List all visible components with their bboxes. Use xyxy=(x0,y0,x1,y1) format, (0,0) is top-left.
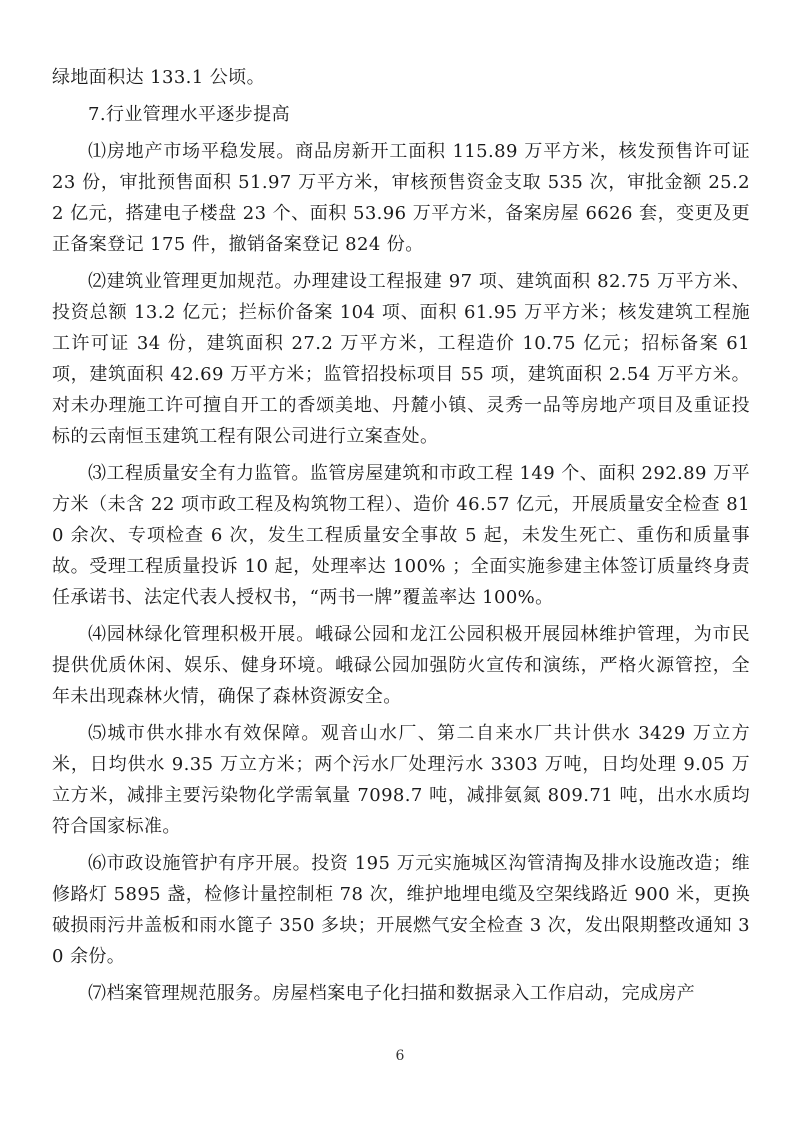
paragraph-archives: ⑺档案管理规范服务。房屋档案电子化扫描和数据录入工作启动，完成房产 xyxy=(88,983,696,1004)
paragraph-construction: ⑵建筑业管理更加规范。办理建设工程报建 97 项、建筑面积 82.75 万平方米、投资总额 13.2 亿元；拦标价备案 104 项、面积 61.95 万平方米；核发建筑工程施工许可证 34 份，建筑面积 27.2 万平方米，工程造价 10.75 亿元；招标备案 61 项，建筑面积 42.69 万平方米；监管招投标项目 55 项，建筑面积 2.54 万平方米。对未办理施工许可擅自开工的香颂美地、丹麓小镇、灵秀一品等房地产项目及重证投标的云南恒玉建筑工程有限公司进行立案查处。 xyxy=(52,271,750,447)
paragraph-municipal-facilities: ⑹市政设施管护有序开展。投资 195 万元实施城区沟管清掏及排水设施改造；维修路灯 5895 盏，检修计量控制柜 78 次，维护地埋电缆及空架线路近 900 米，更换破损雨污井盖板和雨水篦子 350 多块；开展燃气安全检查 3 次，发出限期整改通知 30 余份。 xyxy=(52,853,750,967)
paragraph-real-estate: ⑴房地产市场平稳发展。商品房新开工面积 115.89 万平方米，核发预售许可证 23 份，审批预售面积 51.97 万平方米，审核预售资金支取 535 次，审批金额 25.22 亿元，搭建电子楼盘 23 个、面积 53.96 万平方米，备案房屋 6626 套，变更及更正备案登记 175 件，撤销备案登记 824 份。 xyxy=(52,141,750,255)
section-heading: 7.行业管理水平逐步提高 xyxy=(88,104,290,125)
paragraph-landscaping: ⑷园林绿化管理积极开展。峨碌公园和龙江公园积极开展园林维护管理，为市民提供优质休闲、娱乐、健身环境。峨碌公园加强防火宣传和演练，严格火源管控，全年未出现森林火情，确保了森林资源安全。 xyxy=(52,624,750,707)
paragraph-quality-safety: ⑶工程质量安全有力监管。监管房屋建筑和市政工程 149 个、面积 292.89 万平方米（未含 22 项市政工程及构筑物工程）、造价 46.57 亿元，开展质量安全检查 810 余次、专项检查 6 次，发生工程质量安全事故 5 起，未发生死亡、重伤和质量事故。受理工程质量投诉 10 起，处理率达 100% ；全面实施参建主体签订质量终身责任承诺书、法定代表人授权书，“两书一牌”覆盖率达 100%。 xyxy=(52,463,750,608)
page-number: 6 xyxy=(395,1048,405,1064)
paragraph-water-supply: ⑸城市供水排水有效保障。观音山水厂、第二自来水厂共计供水 3429 万立方米，日均供水 9.35 万立方米；两个污水厂处理污水 3303 万吨，日均处理 9.05 万立方米，减排主要污染物化学需氧量 7098.7 吨，减排氨氮 809.71 吨，出水水质均符合国家标准。 xyxy=(52,723,750,837)
document-body xyxy=(52,62,750,1015)
paragraph-continuation: 绿地面积达 133.1 公顷。 xyxy=(52,67,265,88)
